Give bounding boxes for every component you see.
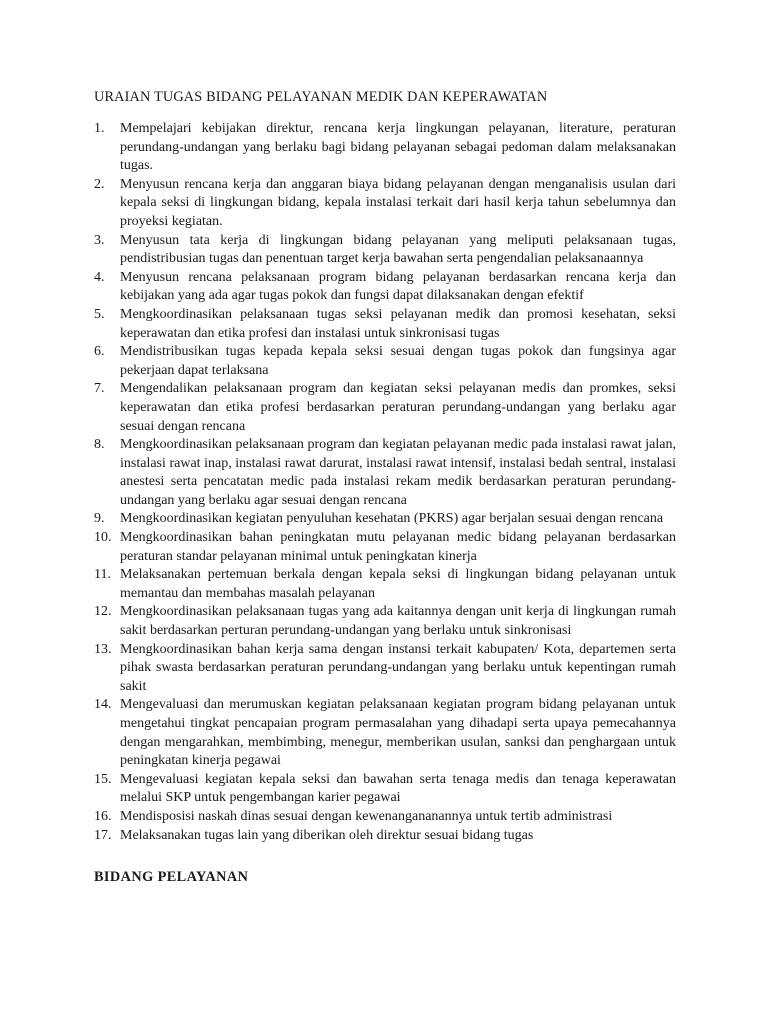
item-number: 3.	[94, 232, 105, 248]
item-text: Mempelajari kebijakan direktur, rencana kerja lingkungan pelayanan, literature, peraturan perundang-undangan yang berlaku bagi bidang pelayanan sebagai pedoman dalam melaksanakan tugas.	[120, 121, 676, 174]
item-number: 10.	[94, 530, 112, 546]
item-number: 4.	[94, 269, 105, 285]
item-text: Mengkoordinasikan bahan kerja sama dengan instansi terkait kabupaten/ Kota, departemen serta pihak swasta berdasarkan peraturan perundang-undangan yang berlaku untuk kepentingan rumah sakit	[120, 641, 676, 694]
item-text: Mengkoordinasikan bahan peningkatan mutu pelayanan medic bidang pelayanan berdasarkan peraturan standar pelayanan minimal untuk peningkatan kinerja	[120, 530, 676, 564]
item-text: Mengkoordinasikan pelaksanaan program dan kegiatan pelayanan medic pada instalasi rawat jalan, instalasi rawat inap, instalasi rawat darurat, instalasi rawat intensif, instalasi bedah sentral, instalasi anestesi serta pencatatan medic pada instalasi rekam medik berdasarkan peraturan perundang-undangan yang berlaku agar sesuai dengan rencana	[120, 437, 676, 508]
list-item	[94, 306, 676, 343]
item-text: Menyusun tata kerja di lingkungan bidang pelayanan yang meliputi pelaksanaan tugas, pendistribusian tugas dan penentuan target kerja bawahan serta pengendalian pelaksanaannya	[120, 232, 676, 267]
list-item	[94, 603, 676, 640]
list-item	[94, 641, 676, 697]
list-item	[94, 436, 676, 510]
item-number: 9.	[94, 511, 105, 527]
item-number: 1.	[94, 121, 105, 136]
item-number: 7.	[94, 381, 105, 397]
item-number: 15.	[94, 771, 112, 787]
item-text: Melaksanakan pertemuan berkala dengan kepala seksi di lingkungan bidang pelayanan untuk memantau dan membahas masalah pelayanan	[120, 567, 676, 601]
item-number: 11.	[94, 567, 111, 583]
item-text: Mengkoordinasikan pelaksanaan tugas yang ada kaitannya dengan unit kerja di lingkungan rumah sakit berdasarkan perturan perundang-undangan yang berlaku untuk sinkronisasi	[120, 604, 676, 639]
list-item	[94, 808, 676, 827]
item-number: 17.	[94, 827, 112, 843]
list-item	[94, 510, 676, 529]
item-number: 12.	[94, 604, 112, 620]
item-number: 6.	[94, 344, 105, 360]
item-text: Mendisposisi naskah dinas sesuai dengan kewenangananannya untuk tertib administrasi	[120, 808, 613, 824]
item-text: Melaksanakan tugas lain yang diberikan oleh direktur sesuai bidang tugas	[120, 827, 534, 843]
list-item	[94, 232, 676, 269]
list-item	[94, 120, 676, 176]
list-item	[94, 771, 676, 808]
item-number: 2.	[94, 176, 105, 192]
list-item	[94, 529, 676, 566]
list-item	[94, 343, 676, 380]
document-title: URAIAN TUGAS BIDANG PELAYANAN MEDIK DAN KEPERAWATAN	[94, 89, 548, 105]
item-number: 8.	[94, 437, 105, 453]
item-text: Menyusun rencana pelaksanaan program bidang pelayanan berdasarkan rencana kerja dan kebijakan yang ada agar tugas pokok dan fungsi dapat dilaksanakan dengan efektif	[120, 269, 676, 304]
list-item	[94, 696, 676, 770]
item-number: 13.	[94, 641, 112, 657]
item-text: Mengkoordinasikan kegiatan penyuluhan kesehatan (PKRS) agar berjalan sesuai dengan rencana	[120, 511, 664, 527]
item-number: 14.	[94, 697, 112, 713]
list-item	[94, 269, 676, 306]
item-number: 16.	[94, 808, 112, 824]
list-item	[94, 380, 676, 436]
item-text: Menyusun rencana kerja dan anggaran biaya bidang pelayanan dengan menganalisis usulan dari kepala seksi di lingkungan bidang, kepala instalasi terkait dari hasil kerja tahun sebelumnya dan proyeksi kegiatan.	[120, 176, 676, 229]
item-number: 5.	[94, 306, 105, 322]
section-heading: BIDANG PELAYANAN	[94, 869, 249, 886]
list-item	[94, 566, 676, 603]
item-text: Mengkoordinasikan pelaksanaan tugas seksi pelayanan medik dan promosi kesehatan, seksi keperawatan dan etika profesi dan instalasi untuk sinkronisasi tugas	[120, 306, 676, 341]
task-list	[94, 120, 676, 845]
list-item	[94, 176, 676, 232]
list-item	[94, 827, 676, 846]
item-text: Mengendalikan pelaksanaan program dan kegiatan seksi pelayanan medis dan promkes, seksi keperawatan dan etika profesi berdasarkan peraturan perundang-undangan yang berlaku agar sesuai dengan rencana	[120, 381, 676, 434]
item-text: Mengevaluasi kegiatan kepala seksi dan bawahan serta tenaga medis dan tenaga keperawatan melalui SKP untuk pengembangan karier pegawai	[120, 771, 676, 806]
item-text: Mendistribusikan tugas kepada kepala seksi sesuai dengan tugas pokok dan fungsinya agar pekerjaan dapat terlaksana	[120, 344, 676, 378]
item-text: Mengevaluasi dan merumuskan kegiatan pelaksanaan kegiatan program bidang pelayanan untuk mengetahui tingkat pencapaian program permasalahan yang dihadapi serta upaya pemecahannya dengan mengarahkan, membimbing, menegur, memberikan usulan, sanksi dan penghargaan untuk peningkatan kinerja pegawai	[120, 697, 676, 769]
